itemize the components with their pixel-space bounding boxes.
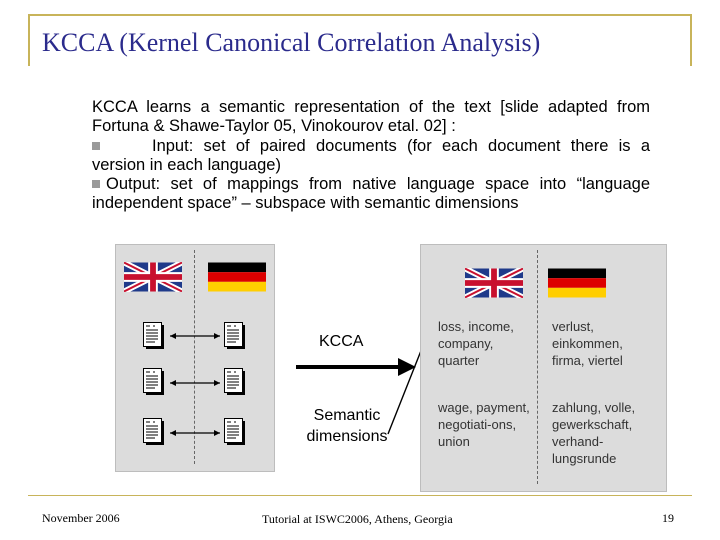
- bullet-icon: [92, 180, 100, 188]
- uk-flag-icon: [124, 262, 182, 292]
- bullet-icon: [92, 142, 100, 150]
- footer-date: November 2006: [42, 511, 120, 525]
- slide-title: KCCA (Kernel Canonical Correlation Analysis): [42, 28, 541, 57]
- german-flag-icon: [548, 268, 606, 298]
- pair-arrow-icon: [168, 377, 222, 389]
- title-frame-left: [28, 14, 30, 66]
- title-frame-top: [28, 14, 692, 16]
- input-bullet: [92, 137, 650, 176]
- intro-text: KCCA learns a semantic representation of the text [slide adapted from Fortuna & Shawe-Taylor 05, Vinokourov etal. 02] :: [92, 98, 650, 136]
- dimension-2-german: zahlung, volle, gewerkschaft, verhand-lungsrunde: [552, 400, 636, 466]
- page-number: 19: [662, 511, 674, 525]
- semantic-dimensions-label: Semantic dimensions: [306, 407, 388, 445]
- dimension-1-english: loss, income, company, quarter: [438, 319, 514, 368]
- english-document-icon: [143, 418, 165, 446]
- german-document-icon: [224, 322, 246, 350]
- dimension-2-english: wage, payment, negotiati-ons, union: [438, 400, 530, 449]
- title-frame-right: [690, 14, 692, 66]
- pair-arrow-icon: [168, 330, 222, 342]
- output-bullet-text: Output: set of mappings from native language space into “language independent space” – subspace with semantic dimensions: [92, 175, 650, 213]
- english-document-icon: [143, 322, 165, 350]
- footer-event: Tutorial at ISWC2006, Athens, Georgia: [262, 512, 453, 526]
- input-bullet-text: Input: set of paired documents (for each document there is a version in each language): [92, 136, 650, 174]
- dimension-1-german: verlust, einkommen, firma, viertel: [552, 319, 623, 368]
- footer-divider: [28, 495, 692, 496]
- pair-arrow-icon: [168, 427, 222, 439]
- slide-body: [92, 98, 650, 214]
- english-document-icon: [143, 368, 165, 396]
- german-document-icon: [224, 368, 246, 396]
- output-bullet: [92, 175, 650, 214]
- uk-flag-icon: [465, 268, 523, 298]
- kcca-label: KCCA: [319, 333, 364, 350]
- german-document-icon: [224, 418, 246, 446]
- language-divider: [537, 250, 538, 484]
- german-flag-icon: [208, 262, 266, 292]
